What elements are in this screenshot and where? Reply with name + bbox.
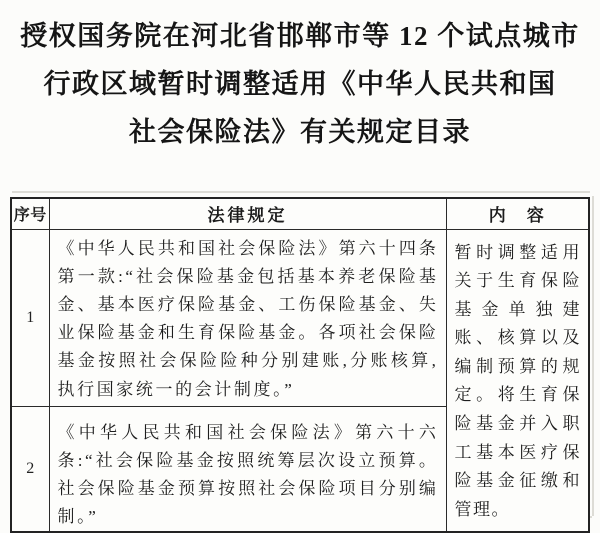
column-header-content: 内 容 — [446, 198, 589, 229]
column-header-legal-provision: 法律规定 — [49, 198, 446, 229]
scan-artifact-right-line — [592, 196, 594, 516]
content-cell: 暂时调整适用关于生育保险基金单独建账、核算以及编制预算的规定。将生育保险基金并入职工基本医疗保险基金征缴和管理。 — [446, 229, 589, 532]
row2-index: 2 — [11, 406, 49, 532]
row1-index: 1 — [11, 229, 49, 406]
title-line-3: 社会保险法》有关规定目录 — [129, 117, 471, 147]
title-line-1: 授权国务院在河北省邯郸市等 12 个试点城市 — [20, 21, 580, 51]
table-row — [11, 229, 589, 406]
table-header-row — [11, 198, 589, 229]
row1-legal-provision: 《中华人民共和国社会保险法》第六十四条第一款:“社会保险基金包括基本养老保险基金、基本医疗保险基金、工伤保险基金、失业保险基金和生育保险基金。各项社会保险基金按照社会保险险种分别建账,分账核算,执行国家统一的会计制度。” — [49, 229, 446, 406]
column-header-index: 序号 — [11, 198, 49, 229]
scan-artifact-top-line — [12, 191, 590, 193]
title-line-2: 行政区域暂时调整适用《中华人民共和国 — [43, 69, 557, 99]
document-title — [0, 12, 600, 156]
row2-legal-provision: 《中华人民共和国社会保险法》第六十六条:“社会保险基金按照统筹层次设立预算。社会保险基金预算按照社会保险项目分别编制。” — [49, 406, 446, 532]
regulations-table — [10, 197, 590, 533]
